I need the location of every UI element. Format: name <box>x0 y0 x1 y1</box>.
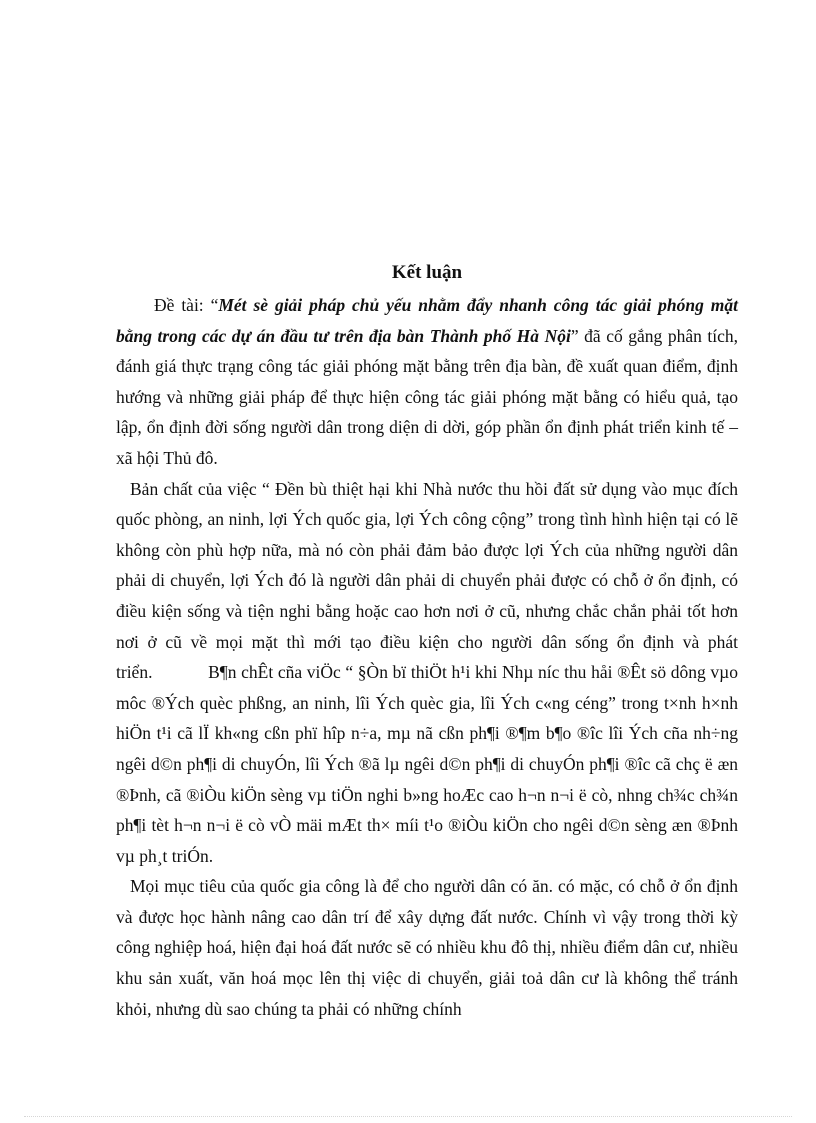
essence-garbled-text: B¶n chÊt cña viÖc “ §Òn bï thiÖt h¹i khi Nhµ níc thu håi ®Êt sö dông vµo môc ®Ých quèc phßng, an ninh, lîi Ých quèc gia, lîi Ých c«ng céng” trong t×nh h×nh hiÖn t¹i cã lÏ kh«ng cßn phï hîp n÷a, mµ nã cßn ph¶i ®¶m b¶o ®îc lîi Ých cña nh÷ng ngêi d©n ph¶i di chuyÓn, lîi Ých ®ã lµ ngêi d©n ph¶i di chuyÓn ph¶i ®îc cã chç ë æn ®Þnh, cã ®iÒu kiÖn sèng vµ tiÖn nghi b»ng hoÆc cao h¬n n¬i ë cò, nhng ch¾c ch¾n ph¶i tèt h¬n n¬i ë cò vÒ mäi mÆt th× míi t¹o ®iÒu kiÖn cho ngêi d©n sèng æn ®Þnh vµ ph¸t triÓn. <box>116 662 738 866</box>
document-content <box>116 258 738 1024</box>
paragraph-topic <box>116 290 738 474</box>
paragraph-goals <box>116 871 738 1024</box>
page-title: Kết luận <box>391 262 463 283</box>
page-bottom-border <box>24 1116 792 1117</box>
topic-prefix: Đề tài: “ <box>154 295 219 315</box>
goals-text: Mọi mục tiêu của quốc gia công là để cho người dân có ăn. có mặc, có chỗ ở ổn định và được học hành nâng cao dân trí để xây dựng đất nước. Chính vì vậy trong thời kỳ công nghiệp hoá, hiện đại hoá đất nước sẽ có nhiều khu đô thị, nhiều điểm dân cư, nhiều khu sản xuất, văn hoá mọc lên thị việc di chuyển, giải toả dân cư là không thể tránh khỏi, nhưng dù sao chúng ta phải có những chính <box>116 876 738 1019</box>
topic-suffix: ” đã cố gắng phân tích, đánh giá thực trạng công tác giải phóng mặt bằng trên địa bàn, đề xuất quan điểm, định hướng và những giải pháp để thực hiện công tác giải phóng mặt bằng có hiểu quả, tạo lập, ổn định đời sống người dân trong diện di dời, góp phần ổn định phát triển kinh tế – xã hội Thủ đô. <box>116 325 739 468</box>
essence-text: Bản chất của việc “ Đền bù thiệt hại khi Nhà nước thu hồi đất sử dụng vào mục đích quốc phòng, an ninh, lợi Ých quốc gia, lợi Ých công cộng” trong tình hình hiện tại có lẽ không còn phù hợp nữa, mà nó còn phải đảm bảo được lợi Ých của những người dân phải di chuyển, lợi Ých đó là người dân phải di chuyển phải được có chỗ ở ổn định, có điều kiện sống và tiện nghi bằng hoặc cao hơn nơi ở cũ, nhưng chắc chắn phải tốt hơn nơi ở cũ về mọi mặt thì mới tạo điều kiện cho người dân sống ổn định và phát triển. <box>116 478 738 683</box>
topic-title: Mét sè giải pháp chủ yếu nhằm đẩy nhanh công tác giải phóng mặt bằng trong các dự án đầu tư trên địa bàn Thành phố Hà Nội <box>116 295 739 346</box>
paragraph-essence <box>116 474 738 872</box>
